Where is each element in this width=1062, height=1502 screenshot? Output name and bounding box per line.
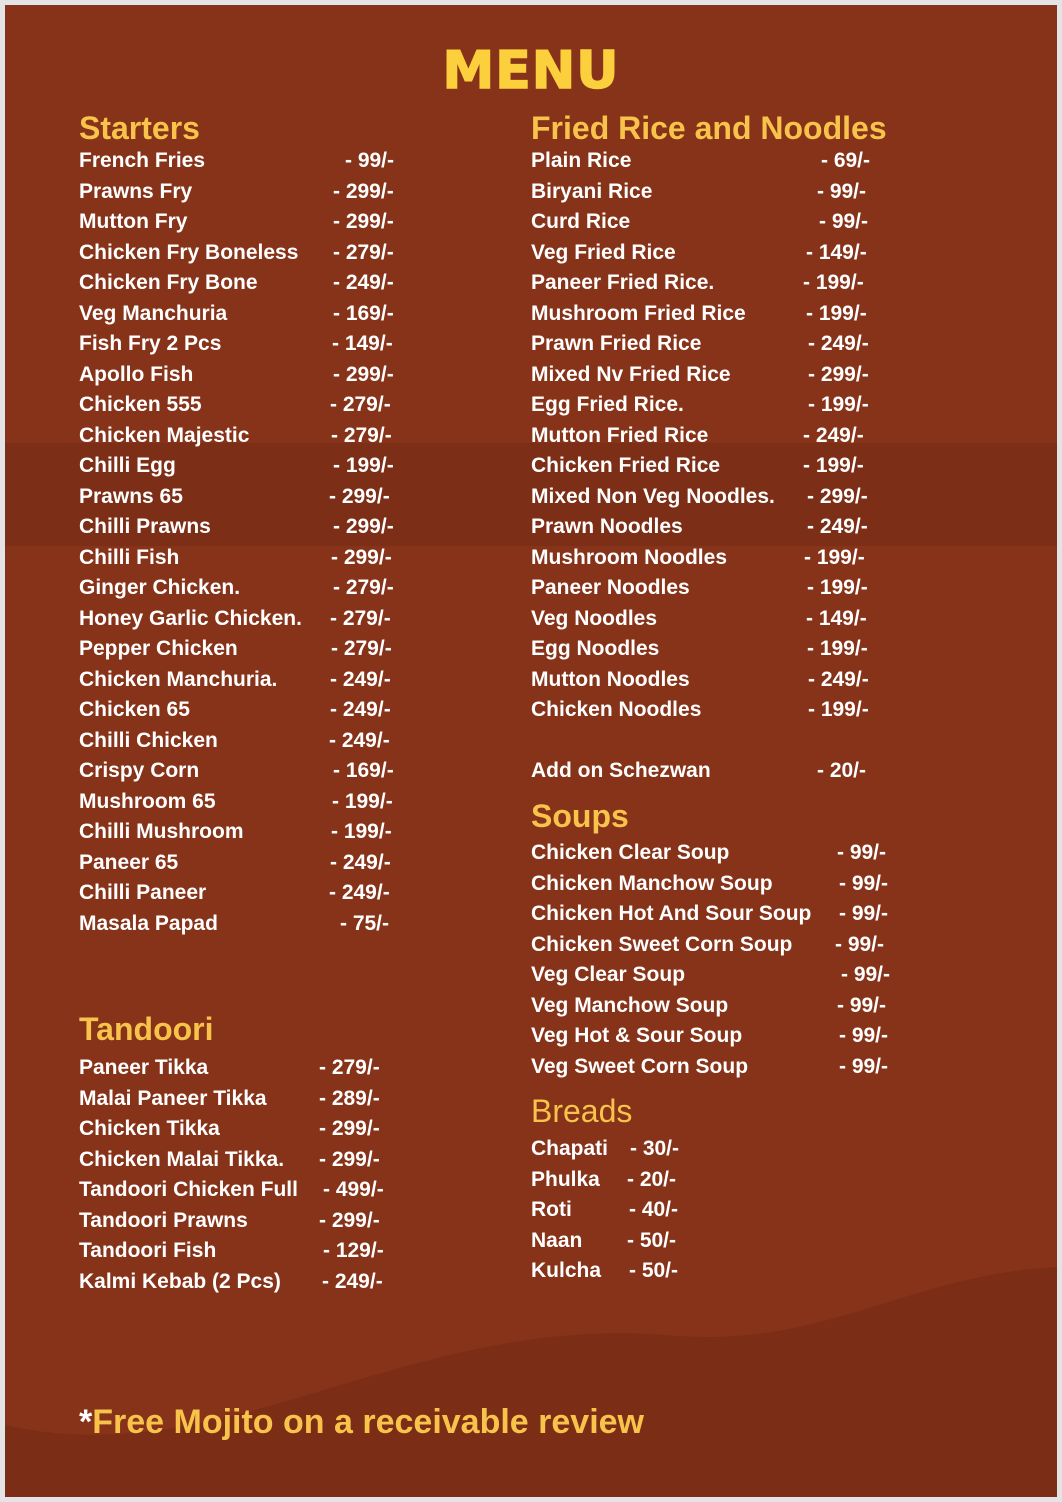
item-price: - 99/- — [837, 993, 887, 1017]
item-price: - 99/- — [841, 963, 891, 986]
item-price: - 249/- — [807, 515, 868, 538]
item-price: - 249/- — [330, 850, 391, 874]
item-name: Prawns 65 — [79, 484, 183, 508]
item-price: - 69/- — [821, 149, 871, 172]
item-price: - 299/- — [807, 484, 868, 508]
item-price: - 249/- — [330, 667, 391, 691]
item-name: Chicken Noodles — [531, 698, 702, 721]
item-price: - 199/- — [808, 698, 869, 721]
item-name: Mixed Nv Fried Rice — [531, 362, 731, 386]
item-name: Prawns Fry — [79, 179, 193, 203]
item-price: - 199/- — [804, 545, 865, 569]
item-price: - 199/- — [806, 301, 867, 325]
item-price: - 129/- — [323, 1239, 384, 1262]
item-price: - 299/- — [333, 362, 394, 386]
item-price: - 299/- — [319, 1147, 380, 1171]
item-name: Honey Garlic Chicken. — [79, 606, 302, 630]
item-name: Ginger Chicken. — [79, 576, 241, 599]
item-price: - 199/- — [807, 576, 868, 599]
item-price: - 279/- — [333, 576, 394, 599]
fried-rice-heading: Fried Rice and Noodles — [531, 110, 887, 146]
item-name: Veg Sweet Corn Soup — [531, 1054, 749, 1078]
note-asterisk: * — [79, 1403, 93, 1441]
item-price: - 149/- — [332, 332, 393, 355]
item-name: Chicken Hot And Sour Soup — [531, 902, 812, 925]
item-name: Chicken Fried Rice — [531, 454, 721, 477]
item-name: Chilli Prawns — [79, 515, 211, 538]
item-name: Mutton Noodles — [531, 667, 690, 691]
menu-page — [5, 5, 1057, 1497]
item-name: Tandoori Fish — [79, 1239, 217, 1262]
item-name: Plain Rice — [531, 149, 632, 172]
item-name: Curd Rice — [531, 210, 631, 233]
item-name: Mutton Fried Rice — [531, 423, 709, 447]
item-name: Crispy Corn — [79, 759, 200, 782]
item-name: Egg Noodles — [531, 637, 660, 660]
item-price: - 299/- — [319, 1117, 380, 1140]
item-price: - 99/- — [817, 179, 867, 203]
item-price: - 99/- — [837, 841, 887, 864]
item-price: - 199/- — [333, 454, 394, 477]
item-name: Chicken Clear Soup — [531, 841, 730, 864]
item-name: Tandoori Prawns — [79, 1208, 248, 1232]
item-price: - 249/- — [808, 667, 869, 691]
item-name: Masala Papad — [79, 911, 218, 935]
item-price: - 299/- — [333, 210, 394, 233]
item-price: - 50/- — [629, 1259, 679, 1282]
starters-heading: Starters — [79, 110, 200, 146]
item-name: Chicken 65 — [79, 698, 190, 721]
item-name: Chicken Tikka — [79, 1117, 220, 1140]
item-price: - 249/- — [803, 423, 864, 447]
item-price: - 299/- — [333, 179, 394, 203]
item-price: - 99/- — [819, 210, 869, 233]
item-name: Chicken Manchow Soup — [531, 871, 773, 895]
item-name: Paneer Fried Rice. — [531, 271, 715, 294]
soups-heading: Soups — [531, 798, 629, 834]
item-name: Naan — [531, 1228, 583, 1252]
item-price: - 299/- — [329, 484, 390, 508]
addon-name: Add on Schezwan — [531, 759, 711, 782]
item-price: - 99/- — [835, 932, 885, 956]
item-name: Veg Hot & Sour Soup — [531, 1024, 743, 1047]
item-name: Chicken Malai Tikka. — [79, 1147, 285, 1171]
item-name: Egg Fried Rice. — [531, 393, 684, 416]
item-name: Mushroom 65 — [79, 789, 216, 813]
item-price: - 279/- — [319, 1056, 380, 1079]
item-price: - 199/- — [808, 393, 869, 416]
item-name: Chapati — [531, 1137, 609, 1160]
item-price: - 199/- — [803, 454, 864, 477]
addon-price: - 20/- — [817, 759, 867, 782]
item-price: - 99/- — [839, 1024, 889, 1047]
item-price: - 299/- — [331, 545, 392, 569]
item-price: - 30/- — [630, 1137, 680, 1160]
item-name: Chilli Mushroom — [79, 820, 244, 843]
tandoori-heading: Tandoori — [79, 1011, 214, 1047]
item-name: Mutton Fry — [79, 210, 188, 233]
item-name: Chicken Fry Bone — [79, 271, 258, 294]
item-name: Chilli Egg — [79, 454, 176, 477]
item-price: - 199/- — [331, 820, 392, 843]
item-price: - 299/- — [808, 362, 869, 386]
item-price: - 499/- — [323, 1178, 384, 1201]
item-price: - 99/- — [839, 1054, 889, 1078]
item-price: - 169/- — [333, 301, 394, 325]
item-price: - 279/- — [330, 606, 391, 630]
item-price: - 99/- — [839, 902, 889, 925]
item-price: - 199/- — [807, 637, 868, 660]
item-price: - 249/- — [330, 698, 391, 721]
free-mojito-note — [79, 1403, 644, 1442]
item-price: - 249/- — [329, 881, 390, 904]
item-name: Chicken Manchuria. — [79, 667, 278, 691]
item-price: - 199/- — [803, 271, 864, 294]
item-name: Veg Fried Rice — [531, 240, 676, 264]
item-price: - 199/- — [332, 789, 393, 813]
item-price: - 50/- — [627, 1228, 677, 1252]
item-price: - 40/- — [629, 1198, 679, 1221]
note-text: Free Mojito on a receivable review — [92, 1403, 645, 1441]
item-name: Veg Manchow Soup — [531, 993, 729, 1017]
item-name: Chilli Paneer — [79, 881, 207, 904]
item-price: - 249/- — [329, 728, 390, 752]
item-name: Prawn Noodles — [531, 515, 683, 538]
item-name: Roti — [531, 1198, 572, 1221]
item-price: - 149/- — [806, 240, 867, 264]
item-name: Mushroom Fried Rice — [531, 301, 746, 325]
item-name: Kulcha — [531, 1259, 602, 1282]
menu-title: MENU — [442, 41, 620, 101]
item-name: Biryani Rice — [531, 179, 653, 203]
breads-heading: Breads — [531, 1093, 633, 1129]
item-price: - 279/- — [330, 393, 391, 416]
item-name: Fish Fry 2 Pcs — [79, 332, 222, 355]
item-name: Prawn Fried Rice — [531, 332, 702, 355]
item-name: Chilli Fish — [79, 545, 180, 569]
item-price: - 279/- — [331, 637, 392, 660]
item-name: Phulka — [531, 1167, 600, 1191]
item-name: Veg Noodles — [531, 606, 658, 630]
item-name: Paneer Noodles — [531, 576, 690, 599]
item-price: - 249/- — [808, 332, 869, 355]
item-price: - 249/- — [333, 271, 394, 294]
item-name: French Fries — [79, 149, 206, 172]
item-name: Chilli Chicken — [79, 728, 218, 752]
item-price: - 99/- — [345, 149, 395, 172]
item-name: Paneer Tikka — [79, 1056, 209, 1079]
item-name: Mixed Non Veg Noodles. — [531, 484, 775, 508]
item-price: - 299/- — [319, 1208, 380, 1232]
item-name: Kalmi Kebab (2 Pcs) — [79, 1269, 281, 1293]
item-name: Veg Clear Soup — [531, 963, 686, 986]
item-price: - 299/- — [333, 515, 394, 538]
item-name: Malai Paneer Tikka — [79, 1086, 267, 1110]
item-price: - 75/- — [340, 911, 390, 935]
item-price: - 289/- — [319, 1086, 380, 1110]
item-name: Chicken Majestic — [79, 423, 250, 447]
item-name: Mushroom Noodles — [531, 545, 728, 569]
item-name: Veg Manchuria — [79, 301, 228, 325]
item-name: Chicken Fry Boneless — [79, 240, 299, 264]
item-name: Chicken Sweet Corn Soup — [531, 932, 793, 956]
item-price: - 249/- — [322, 1269, 383, 1293]
item-price: - 279/- — [333, 240, 394, 264]
item-name: Paneer 65 — [79, 850, 179, 874]
item-name: Tandoori Chicken Full — [79, 1178, 298, 1201]
item-name: Pepper Chicken — [79, 637, 238, 660]
item-price: - 279/- — [331, 423, 392, 447]
item-name: Apollo Fish — [79, 362, 194, 386]
item-price: - 169/- — [333, 759, 394, 782]
item-price: - 99/- — [839, 871, 889, 895]
item-price: - 20/- — [627, 1167, 677, 1191]
item-name: Chicken 555 — [79, 393, 202, 416]
item-price: - 149/- — [806, 606, 867, 630]
